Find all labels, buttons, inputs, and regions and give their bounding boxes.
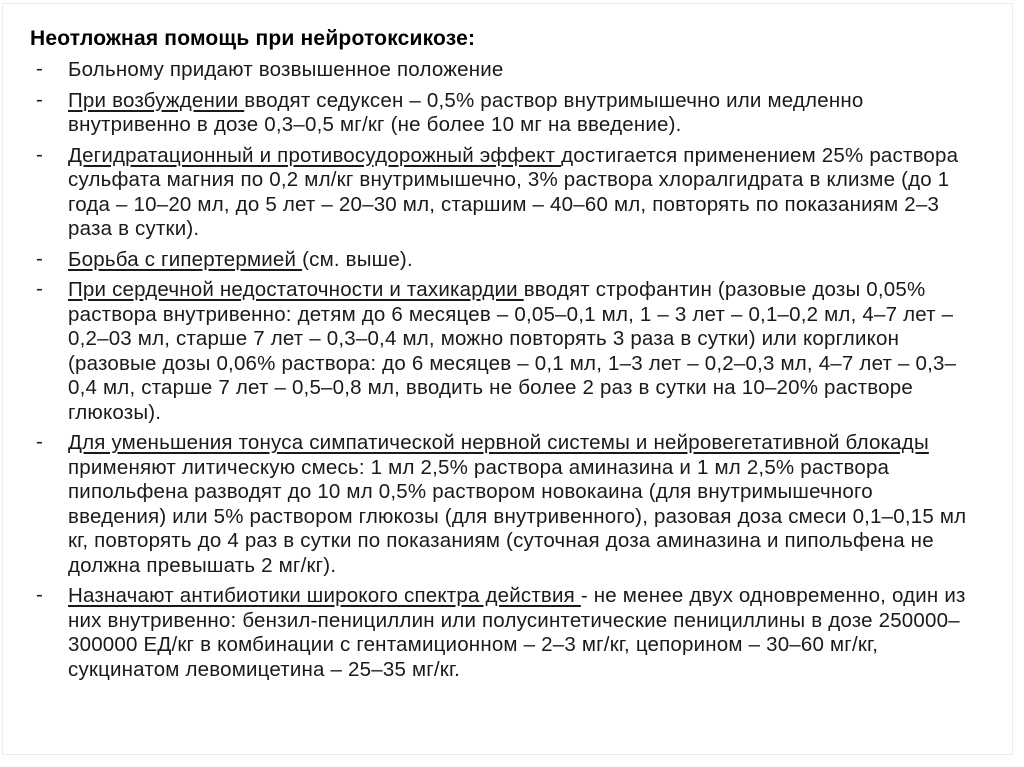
bullet-item <box>30 584 975 682</box>
bullet-lead: Для уменьшения тонуса симпатической нервной системы и нейровегетативной блокады <box>68 431 929 454</box>
bullet-item <box>30 278 975 425</box>
bullet-text: применяют литическую смесь: 1 мл 2,5% раствора аминазина и 1 мл 2,5% раствора пипольфена разводят до 10 мл 0,5% раствором новокаина (для внутримышечного введения) или 5% раствором глюкозы (для внутривенного), разовая доза смеси 0,1–0,15 мл кг, повторять до 4 раз в сутки по показаниям (суточная доза аминазина и пипольфена не должна превышать 2 мг/кг). <box>68 455 967 577</box>
bullet-text: достигается применением 25% раствора сульфата магния по 0,2 мл/кг внутримышечно, 3% раствора хлоралгидрата в клизме (до 1 года – 10–20 мл, до 5 лет – 20–30 мл, старшим – 40–60 мл, повторять по показаниям 2–3 раза в сутки). <box>68 143 959 240</box>
bullet-text: вводят седуксен – 0,5% раствор внутримышечно или медленно внутривенно в дозе 0,3–0,5 мг/кг (не более 10 мг на введение). <box>68 88 864 136</box>
bullet-marker: - <box>36 583 44 606</box>
bullet-item <box>30 89 975 138</box>
bullet-text: вводят строфантин (разовые дозы 0,05% раствора внутривенно: детям до 6 месяцев – 0,05–0,1 мл, 1 – 3 лет – 0,1–0,2 мл, 4–7 лет – 0,2–03 мл, старше 7 лет – 0,3–0,4 мл, можно повторять 3 раза в сутки) или коргликон (разовые дозы 0,06% раствора: до 6 месяцев – 0,1 мл, 1–3 лет – 0,2–0,3 мл, 4–7 лет – 0,3–0,4 мл, старше 7 лет – 0,5–0,8 мл, вводить не более 2 раз в сутки на 10–20% растворе глюкозы). <box>68 278 957 424</box>
bullet-list <box>30 58 975 682</box>
bullet-marker: - <box>36 246 44 270</box>
bullet-marker: - <box>36 430 44 453</box>
page-title: Неотложная помощь при нейротоксикозе: <box>30 27 476 50</box>
bullet-marker: - <box>36 57 44 80</box>
bullet-item <box>30 248 975 273</box>
bullet-item <box>30 58 975 83</box>
bullet-marker: - <box>36 87 44 111</box>
bullet-text: (см. выше). <box>302 247 413 271</box>
bullet-lead: При сердечной недостаточности и тахикардии <box>68 278 524 301</box>
bullet-text: Больному придают возвышенное положение <box>68 58 504 81</box>
bullet-item <box>30 144 975 242</box>
bullet-item <box>30 431 975 578</box>
bullet-lead: При возбуждении <box>68 88 245 112</box>
bullet-lead: Дегидратационный и противосудорожный эффект <box>68 143 562 167</box>
slide-content <box>30 26 975 688</box>
bullet-marker: - <box>36 142 44 166</box>
bullet-lead: Борьба с гипертермией <box>68 247 303 271</box>
bullet-text: - не менее двух одновременно, один из них внутривенно: бензил-пенициллин или полусинтетические пенициллины в дозе 250000–300000 ЕД/кг в комбинации с гентамиционном – 2–3 мг/кг, цепорином – 30–60 мг/кг, сукцинатом левомицетина – 25–35 мг/кг. <box>68 584 966 681</box>
bullet-lead: Назначают антибиотики широкого спектра действия <box>68 584 581 607</box>
bullet-marker: - <box>36 277 44 300</box>
